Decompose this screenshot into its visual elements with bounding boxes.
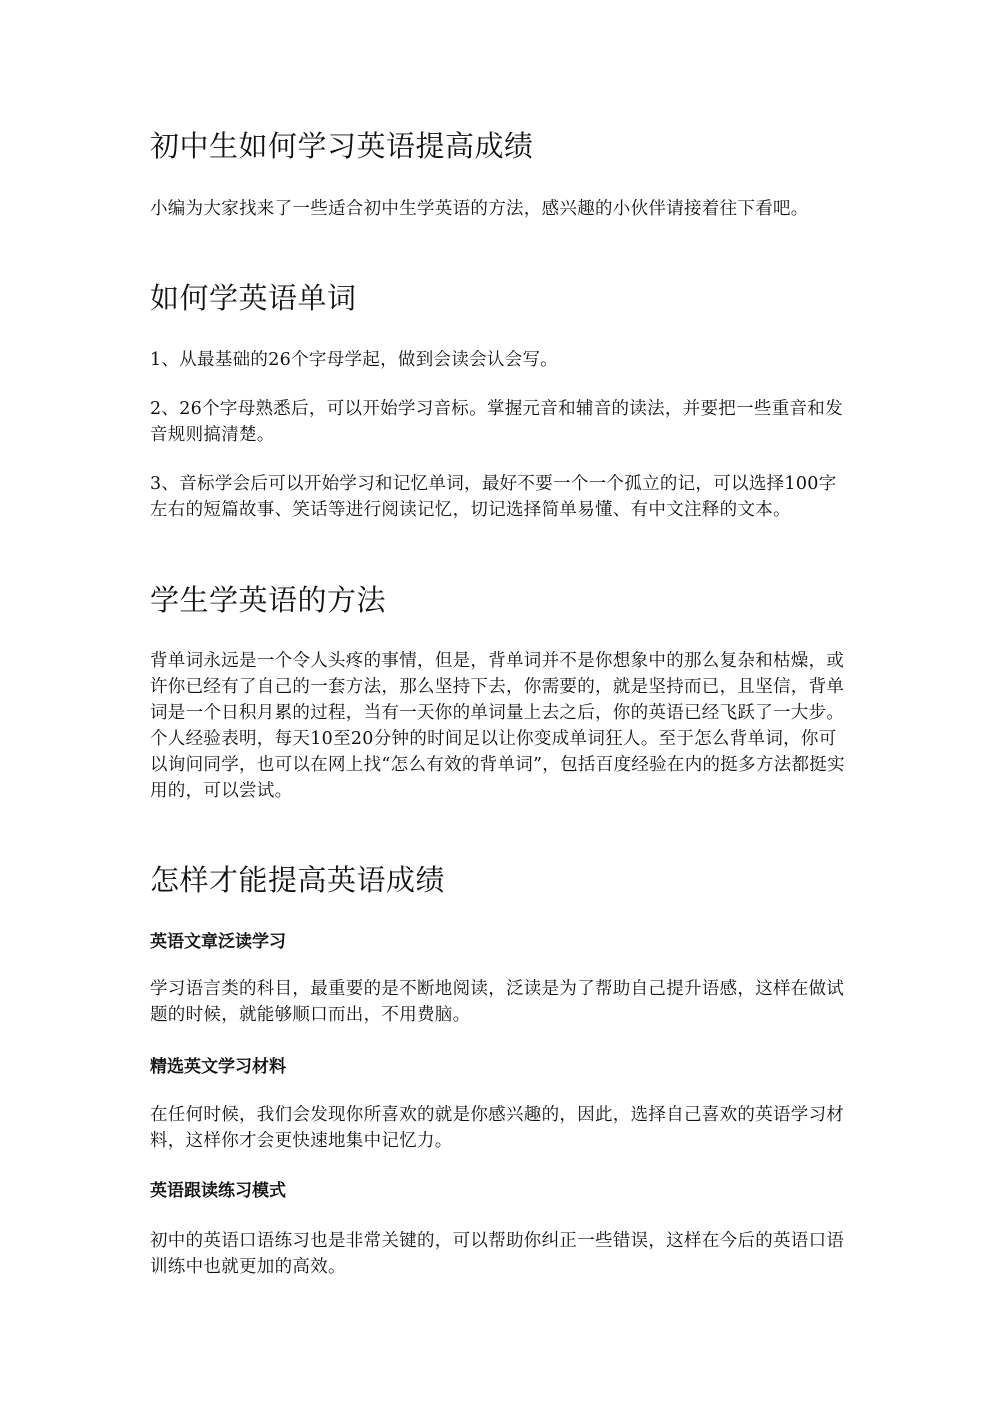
intro-paragraph: 小编为大家找来了一些适合初中生学英语的方法，感兴趣的小伙伴请接着往下看吧。 bbox=[150, 199, 809, 219]
materials-paragraph: 在任何时候，我们会发现你所喜欢的就是你感兴趣的，因此，选择自己喜欢的英语学习材料，这样你才会更快速地集中记忆力。 bbox=[150, 1105, 845, 1151]
section-heading-improve: 怎样才能提高英语成绩 bbox=[150, 863, 446, 897]
subheading-extensive-reading: 英语文章泛读学习 bbox=[150, 932, 286, 952]
vocabulary-item-3: 3、音标学会后可以开始学习和记忆单词，最好不要一个一个孤立的记，可以选择100字左右的短篇故事、笑话等进行阅读记忆，切记选择简单易懂、有中文注释的文本。 bbox=[150, 474, 837, 520]
shadowing-paragraph: 初中的英语口语练习也是非常关键的，可以帮助你纠正一些错误，这样在今后的英语口语训练中也就更加的高效。 bbox=[150, 1231, 845, 1277]
section-heading-vocabulary: 如何学英语单词 bbox=[150, 281, 357, 315]
page-title: 初中生如何学习英语提高成绩 bbox=[150, 129, 534, 163]
vocabulary-item-1: 1、从最基础的26个字母学起，做到会读会认会写。 bbox=[150, 350, 559, 370]
subheading-shadowing: 英语跟读练习模式 bbox=[150, 1181, 286, 1201]
methods-paragraph: 背单词永远是一个令人头疼的事情，但是，背单词并不是你想象中的那么复杂和枯燥，或许你已经有了自己的一套方法，那么坚持下去，你需要的，就是坚持而已，且坚信，背单词是一个日积月累的过程，当有一天你的单词量上去之后，你的英语已经飞跃了一大步。个人经验表明，每天10至20分钟的时间足以让你变成单词狂人。至于怎么背单词，你可以询问同学，也可以在网上找“怎么有效的背单词”，包括百度经验在内的挺多方法都挺实用的，可以尝试。 bbox=[150, 651, 845, 801]
section-heading-methods: 学生学英语的方法 bbox=[150, 583, 387, 617]
subheading-materials: 精选英文学习材料 bbox=[150, 1057, 286, 1077]
extensive-reading-paragraph: 学习语言类的科目，最重要的是不断地阅读，泛读是为了帮助自己提升语感，这样在做试题的时候，就能够顺口而出，不用费脑。 bbox=[150, 979, 845, 1025]
vocabulary-item-2: 2、26个字母熟悉后，可以开始学习音标。掌握元音和辅音的读法，并要把一些重音和发音规则搞清楚。 bbox=[150, 399, 843, 445]
